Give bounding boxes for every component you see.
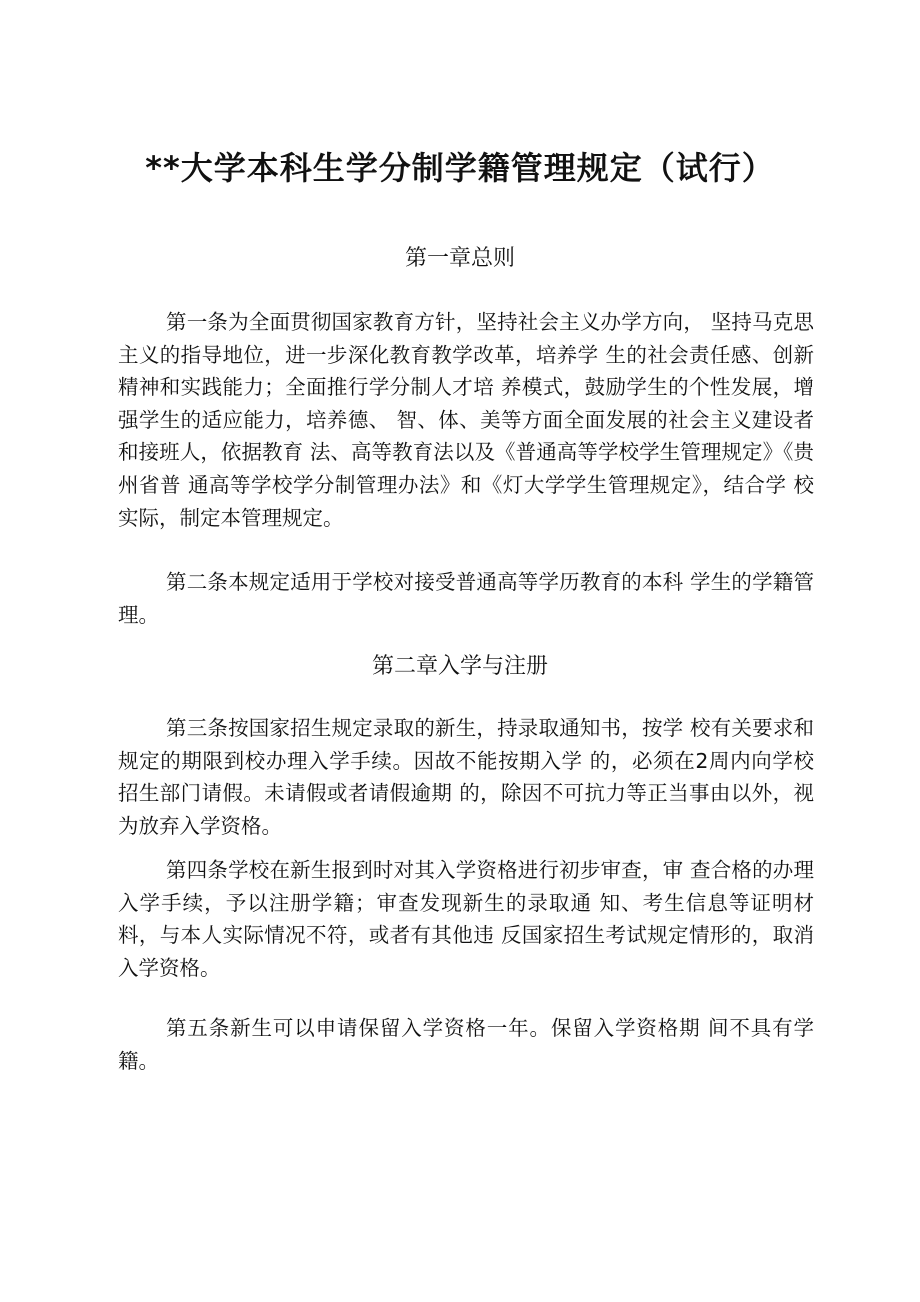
- document-title: **大学本科生学分制学籍管理规定（试行）: [145, 149, 775, 187]
- chapter-heading-2: 第二章入学与注册: [371, 654, 548, 679]
- article-5: 第五条新生可以申请保留入学资格一年。保留入学资格期 间不具有学籍。: [118, 1016, 814, 1073]
- article-3: 第三条按国家招生规定录取的新生，持录取通知书，按学 校有关要求和规定的期限到校办理入学手续。因故不能按期入学 的，必须在2周内向学校招生部门请假。未请假或者请假逾期 的，除因不可抗力等正当事由以外，视为放弃入学资格。: [118, 716, 814, 838]
- article-2: 第二条本规定适用于学校对接受普通高等学历教育的本科 学生的学籍管理。: [118, 570, 814, 627]
- article-4: 第四条学校在新生报到时对其入学资格进行初步审查，审 查合格的办理入学手续，予以注册学籍；审查发现新生的录取通 知、考生信息等证明材料，与本人实际情况不符，或者有其他违 反国家招生考试规定情形的，取消入学资格。: [118, 858, 814, 980]
- chapter-heading-1: 第一章总则: [404, 246, 515, 271]
- article-1: 第一条为全面贯彻国家教育方针，坚持社会主义办学方向， 坚持马克思主义的指导地位，进一步深化教育教学改革，培养学 生的社会责任感、创新精神和实践能力；全面推行学分制人才培 养模式，鼓励学生的个性发展，增强学生的适应能力，培养德、 智、体、美等方面全面发展的社会主义建设者和接班人，依据教育 法、高等教育法以及《普通高等学校学生管理规定》《贵州省普 通高等学校学分制管理办法》和《灯大学学生管理规定》，结合学 校实际，制定本管理规定。: [118, 310, 814, 530]
